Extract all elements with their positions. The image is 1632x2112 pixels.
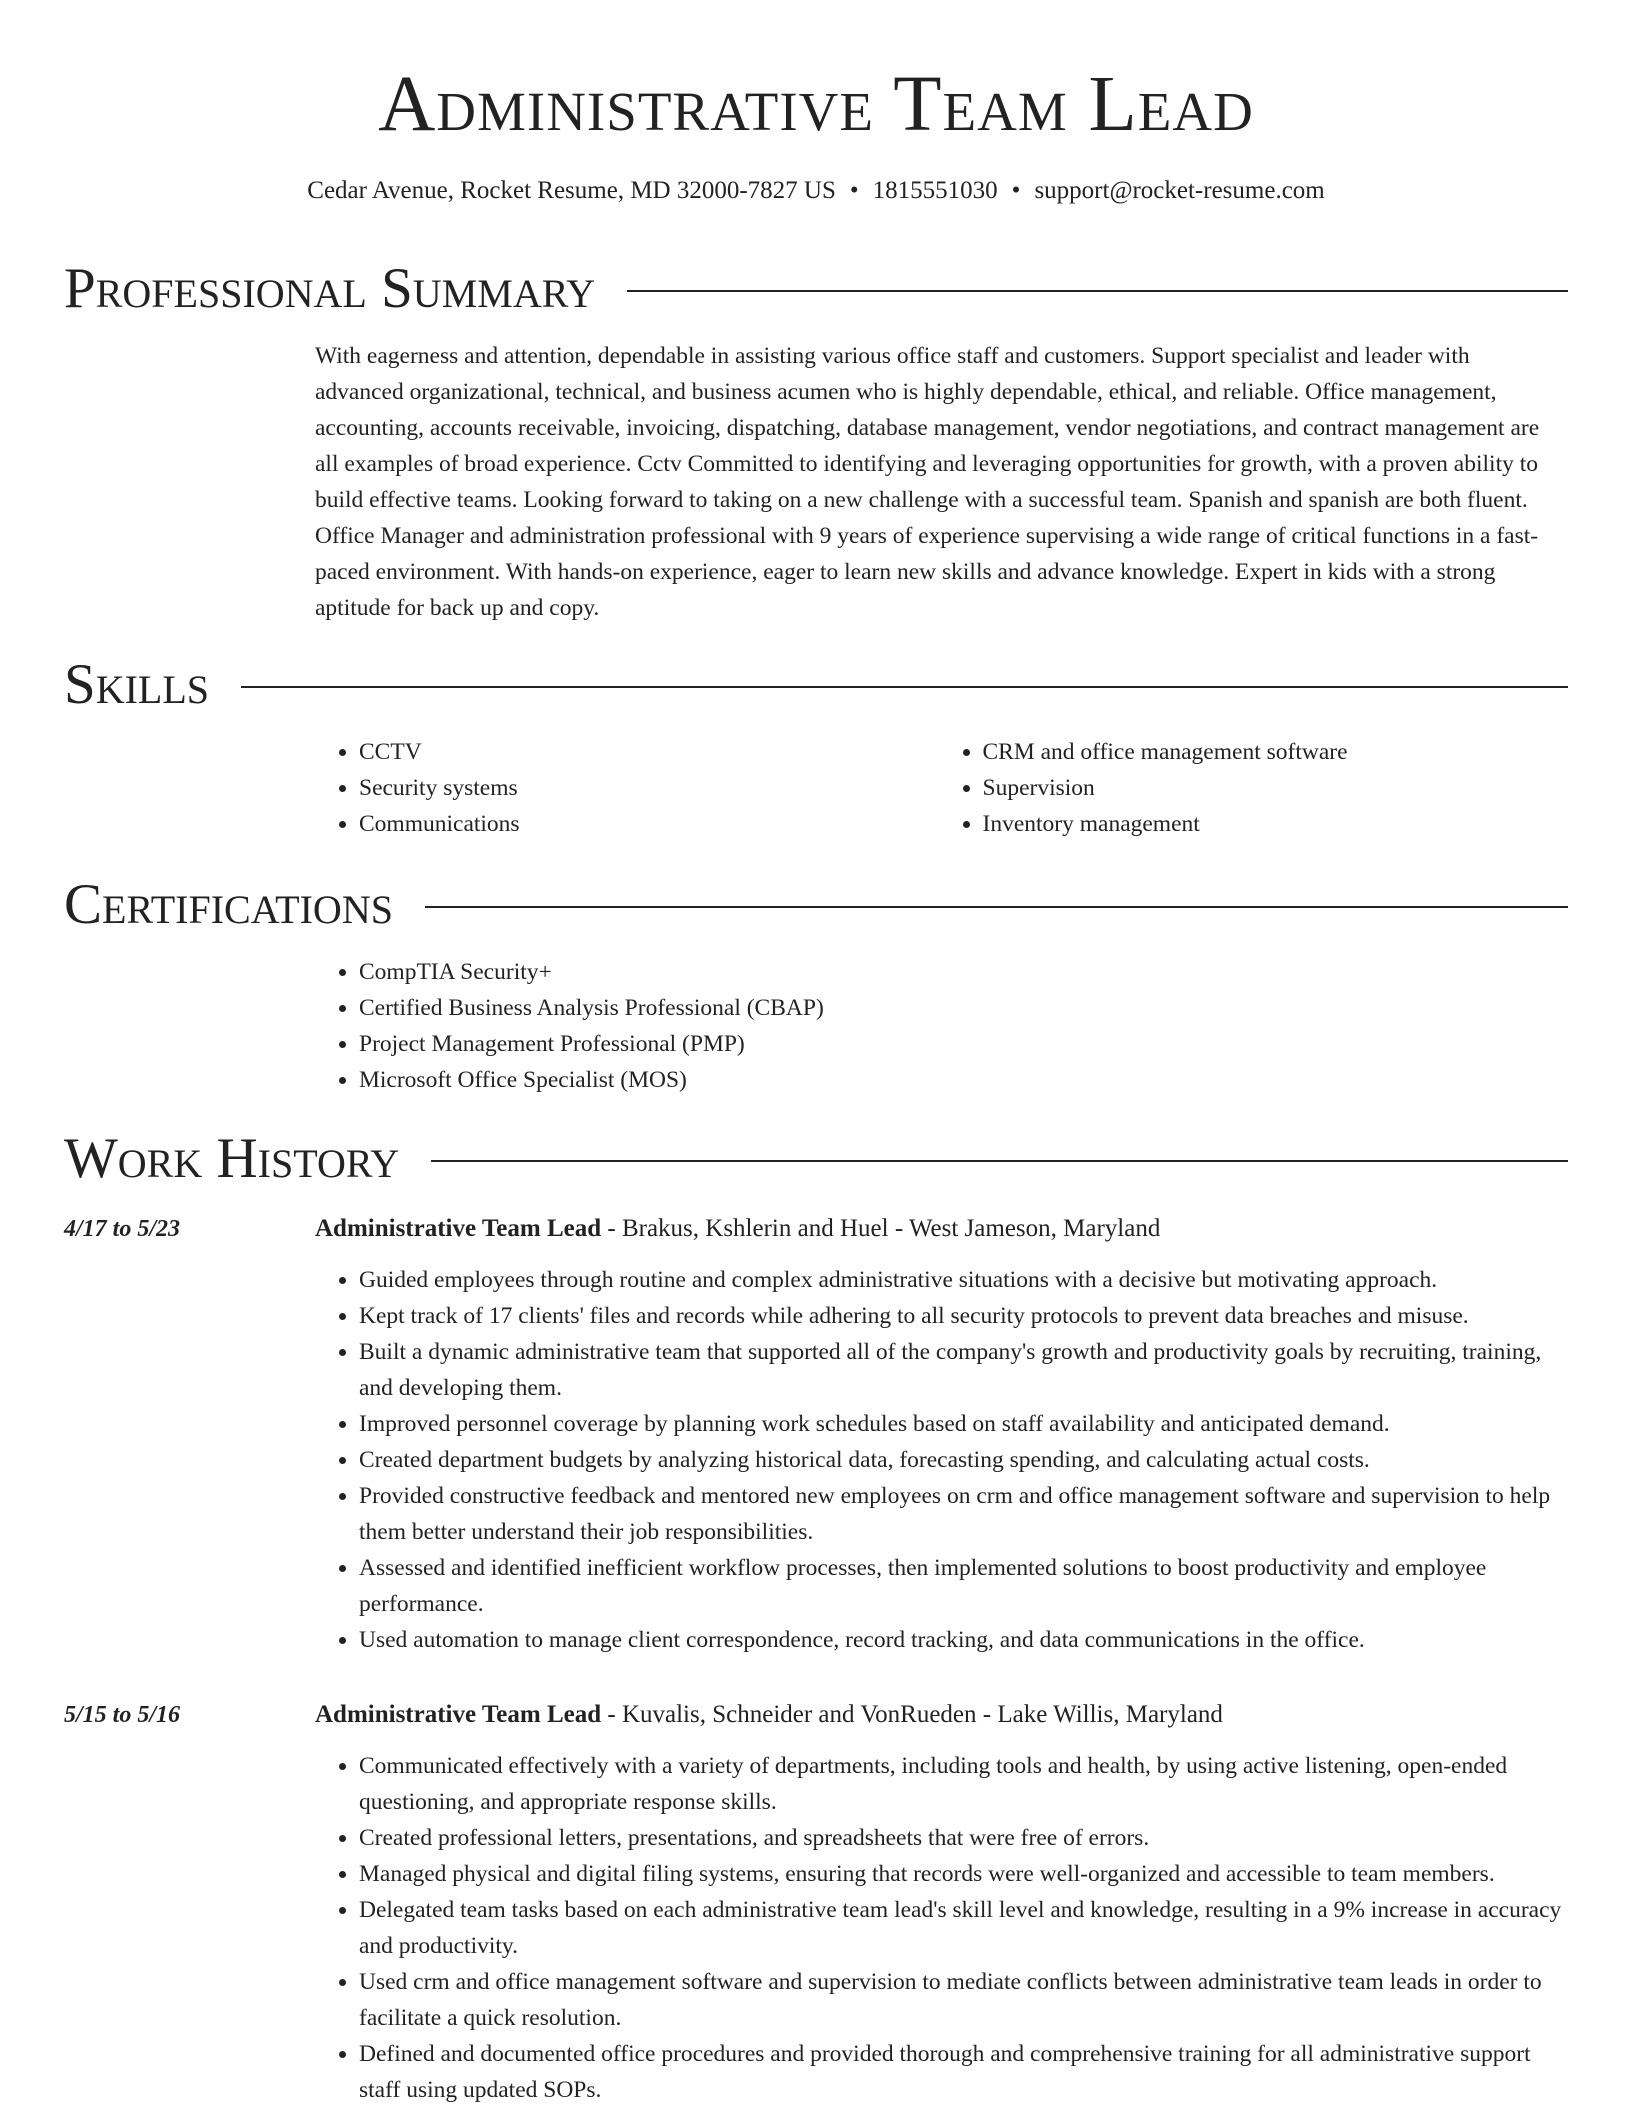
- job-employer-location: - Brakus, Kshlerin and Huel - West Jameson, Maryland: [601, 1215, 1161, 1242]
- summary-text: With eagerness and attention, dependable in assisting various office staff and customers. Support specialist and leader with advanced organizational, technical, and business acumen who is highly dependable, ethical, and reliable. Office management, accounting, accounts receivable, invoicing, dispatching, database management, vendor negotiations, and contract management are all examples of broad experience. Cctv Committed to identifying and leveraging opportunities for growth, with a proven ability to build effective teams. Looking forward to taking on a new challenge with a successful team. Spanish and spanish are both fluent. Office Manager and administration professional with 9 years of experience supervising a wide range of critical functions in a fast-paced environment. With hands-on experience, eager to learn new skills and advance knowledge. Expert in kids with a strong aptitude for back up and copy.: [315, 343, 1540, 621]
- contact-separator: •: [1011, 177, 1021, 204]
- skill-item: • Security systems: [359, 770, 939, 806]
- job-bullet: • Used automation to manage client correspondence, record tracking, and data communications in the office.: [359, 1622, 1568, 1658]
- contact-phone: 1815551030: [872, 177, 998, 204]
- contact-line: [0, 174, 1632, 208]
- summary-heading: Professional Summary: [64, 257, 596, 320]
- certification-item: • Certified Business Analysis Professional (CBAP): [359, 990, 1562, 1026]
- certifications-section-header: [64, 872, 1568, 938]
- contact-address: Cedar Avenue, Rocket Resume, MD 32000-7827 US: [307, 177, 836, 204]
- skill-item: • Communications: [359, 806, 939, 842]
- skill-item: • CCTV: [359, 734, 939, 770]
- work-history-heading: Work History: [64, 1127, 400, 1190]
- job-bullet: • Defined and documented office procedures and provided thorough and comprehensive training for all administrative support staff using updated SOPs.: [359, 2036, 1568, 2108]
- job-bullets: [315, 1262, 1568, 1658]
- job-bullet: • Improved personnel coverage by planning work schedules based on staff availability and anticipated demand.: [359, 1406, 1568, 1442]
- job-title-line: [315, 1210, 1160, 1248]
- skills-section: [315, 734, 1562, 842]
- skills-heading: Skills: [64, 653, 210, 716]
- skill-item: • Inventory management: [983, 806, 1563, 842]
- section-divider: [241, 686, 1568, 688]
- job-bullets: [315, 1748, 1568, 2108]
- skills-list-right: [939, 734, 1563, 842]
- section-divider: [425, 906, 1568, 908]
- job-bullet: • Delegated team tasks based on each administrative team lead's skill level and knowledge, resulting in a 9% increase in accuracy and productivity.: [359, 1892, 1568, 1964]
- skill-item: • Supervision: [983, 770, 1563, 806]
- skill-item: • CRM and office management software: [983, 734, 1563, 770]
- job-dates: 5/15 to 5/16: [64, 1702, 181, 1728]
- job-bullet: • Built a dynamic administrative team that supported all of the company's growth and productivity goals by recruiting, training, and developing them.: [359, 1334, 1568, 1406]
- certification-item: • Microsoft Office Specialist (MOS): [359, 1062, 1562, 1098]
- job-title-line: [315, 1696, 1223, 1734]
- job-bullet: • Created department budgets by analyzing historical data, forecasting spending, and calculating actual costs.: [359, 1442, 1568, 1478]
- job-bullet: • Provided constructive feedback and mentored new employees on crm and office management software and supervision to help them better understand their job responsibilities.: [359, 1478, 1568, 1550]
- contact-separator: •: [849, 177, 859, 204]
- job-bullet: • Kept track of 17 clients' files and records while adhering to all security protocols to prevent data breaches and misuse.: [359, 1298, 1568, 1334]
- summary-section-header: [64, 256, 1568, 322]
- certifications-heading: Certifications: [64, 873, 393, 936]
- contact-email[interactable]: support@rocket-resume.com: [1034, 177, 1325, 204]
- job-bullet: • Guided employees through routine and complex administrative situations with a decisive but motivating approach.: [359, 1262, 1568, 1298]
- certification-item: • CompTIA Security+: [359, 954, 1562, 990]
- job-employer-location: - Kuvalis, Schneider and VonRueden - Lake Willis, Maryland: [601, 1701, 1223, 1728]
- skills-list-left: [315, 734, 939, 842]
- job-dates: 4/17 to 5/23: [64, 1216, 181, 1242]
- job-bullet: • Created professional letters, presentations, and spreadsheets that were free of errors.: [359, 1820, 1568, 1856]
- job-bullet: • Managed physical and digital filing systems, ensuring that records were well-organized and accessible to team members.: [359, 1856, 1568, 1892]
- work-history-section-header: [64, 1126, 1568, 1192]
- job-role: Administrative Team Lead: [315, 1701, 602, 1728]
- certifications-section: [315, 954, 1562, 1098]
- job-bullet: • Communicated effectively with a variety of departments, including tools and health, by using active listening, open-ended questioning, and appropriate response skills.: [359, 1748, 1568, 1820]
- job-role: Administrative Team Lead: [315, 1215, 602, 1242]
- section-divider: [431, 1160, 1568, 1162]
- skills-section-header: [64, 652, 1568, 718]
- certifications-list: [315, 954, 1562, 1098]
- certification-item: • Project Management Professional (PMP): [359, 1026, 1562, 1062]
- candidate-name: Administrative Team Lead: [378, 61, 1254, 148]
- summary-section: [315, 338, 1562, 626]
- job-bullet: • Used crm and office management software and supervision to mediate conflicts between administrative team leads in order to facilitate a quick resolution.: [359, 1964, 1568, 2036]
- skills-grid: [315, 734, 1562, 842]
- section-divider: [627, 290, 1568, 292]
- job-bullet: • Assessed and identified inefficient workflow processes, then implemented solutions to boost productivity and employee performance.: [359, 1550, 1568, 1622]
